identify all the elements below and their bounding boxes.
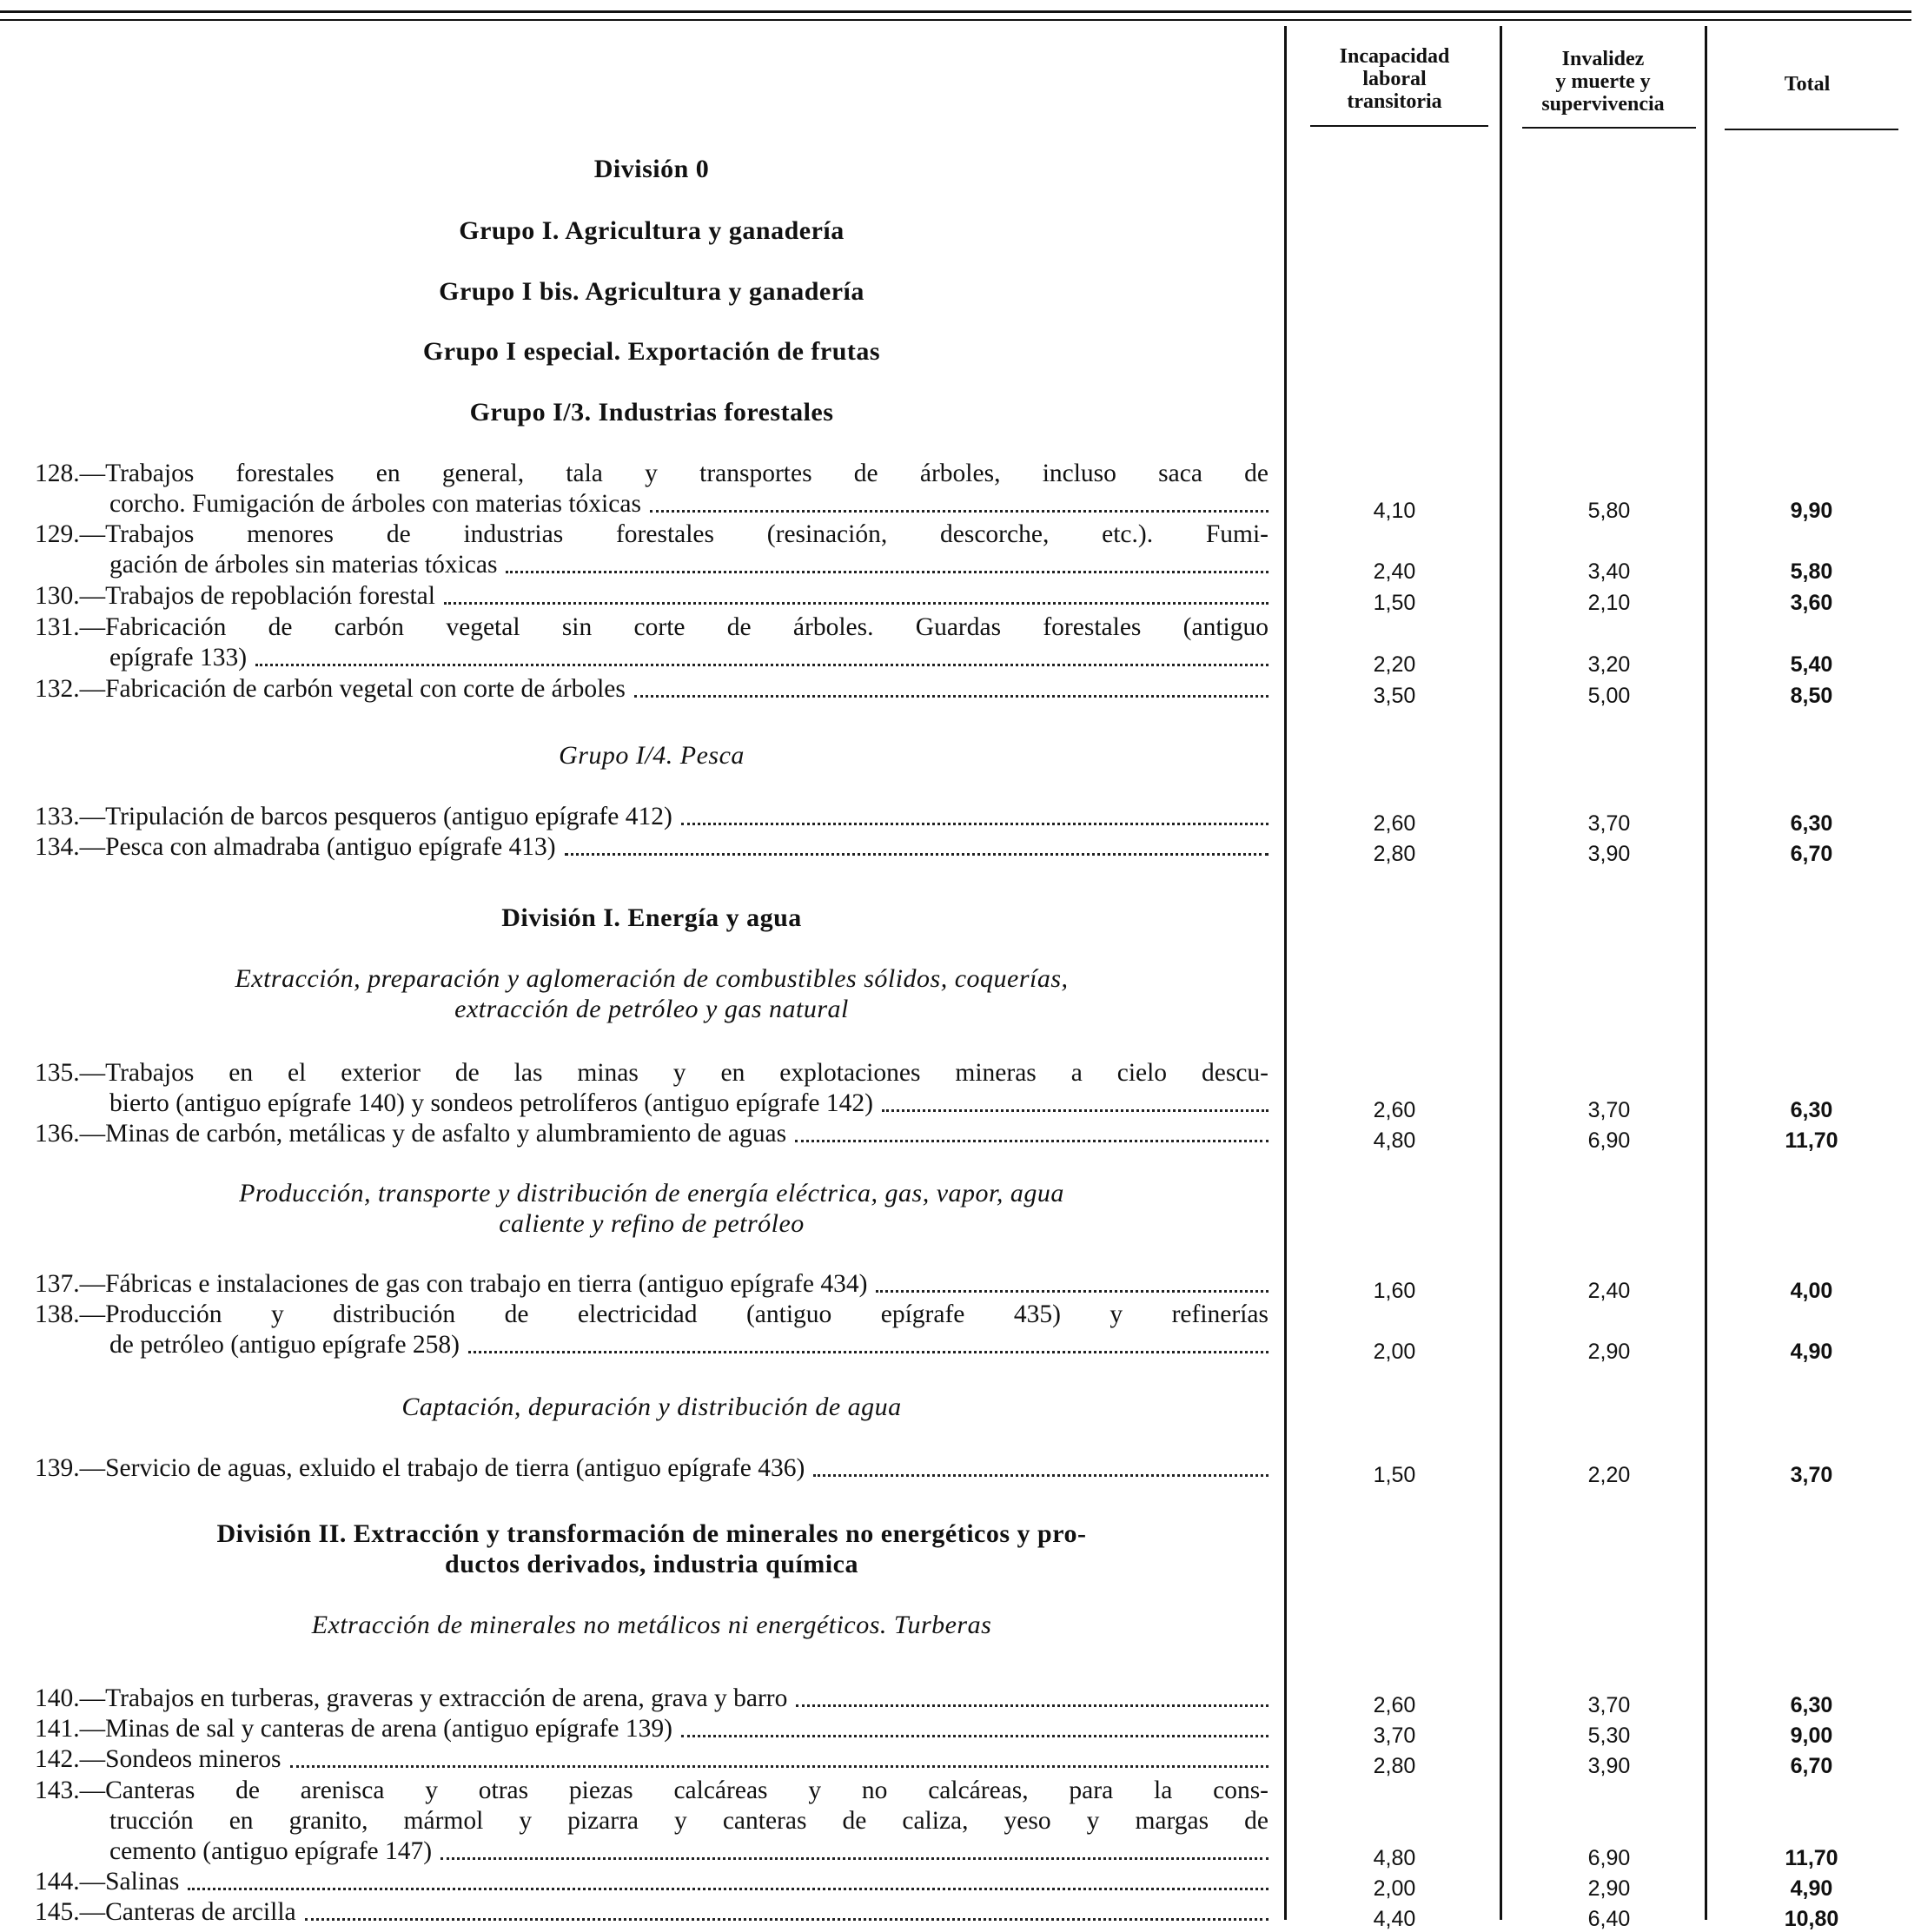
entry-text: —Sondeos mineros <box>79 1745 282 1773</box>
table-row <box>35 612 1269 673</box>
value-incapacidad: 2,00 <box>1373 1876 1416 1901</box>
entry-text: —Minas de carbón, metálicas y de asfalto y alumbramiento de aguas <box>79 1120 787 1148</box>
entry-line <box>35 459 1269 489</box>
table-row <box>35 1867 1269 1897</box>
value-invalidez: 6,90 <box>1587 1846 1631 1870</box>
entry-line <box>35 1836 1269 1867</box>
table-row <box>35 674 1269 705</box>
header-line: laboral <box>1362 68 1427 90</box>
column-header-invalidez <box>1512 48 1694 116</box>
entry-text: de petróleo (antiguo epígrafe 258) <box>109 1331 460 1359</box>
dot-leader <box>882 1109 1269 1112</box>
entry-text: —Fábricas e instalaciones de gas con trabajo en tierra (antiguo epígrafe 434) <box>79 1270 868 1298</box>
value-incapacidad: 3,50 <box>1373 684 1416 708</box>
column-divider <box>1705 26 1707 1920</box>
entry-text: —Minas de sal y canteras de arena (antiguo epígrafe 139) <box>79 1715 672 1743</box>
dot-leader <box>468 1351 1269 1353</box>
value-total: 6,70 <box>1790 1754 1833 1778</box>
entry-text: —Producción y distribución de electricidad (antiguo epígrafe 435) y refinerías <box>79 1300 1269 1328</box>
entry-number: 134. <box>35 833 80 861</box>
dot-leader <box>795 1140 1269 1142</box>
value-total: 4,00 <box>1790 1279 1833 1303</box>
entry-text: —Trabajos de repoblación forestal <box>79 582 435 610</box>
value-total: 3,60 <box>1790 591 1833 615</box>
entry-line <box>35 550 1269 580</box>
column-divider <box>1284 26 1287 973</box>
entry-number: 144. <box>35 1868 80 1896</box>
value-invalidez: 2,40 <box>1587 1279 1631 1303</box>
value-total: 3,70 <box>1790 1463 1833 1487</box>
entry-line <box>35 674 1269 705</box>
section-heading: División II. Extracción y transformación de minerales no energéticos y pro- <box>216 1519 1087 1548</box>
entry-number: 137. <box>35 1270 80 1298</box>
entry-line <box>35 1806 1269 1836</box>
dot-leader <box>681 1735 1269 1737</box>
entry-number: 139. <box>35 1454 80 1482</box>
value-total: 5,40 <box>1790 652 1833 677</box>
section-heading: División 0 <box>593 155 710 183</box>
header-line: Incapacidad <box>1339 45 1450 68</box>
entry-number: 135. <box>35 1059 80 1087</box>
value-incapacidad: 2,40 <box>1373 559 1416 584</box>
top-rule-secondary <box>0 19 1911 21</box>
header-underline <box>1522 127 1696 129</box>
entry-line <box>35 1897 1269 1928</box>
table-row <box>35 1897 1269 1928</box>
value-invalidez: 6,40 <box>1587 1907 1631 1931</box>
entry-line <box>35 1453 1269 1484</box>
entry-number: 133. <box>35 803 80 830</box>
value-invalidez: 2,10 <box>1587 591 1631 615</box>
section-heading: Producción, transporte y distribución de energía eléctrica, gas, vapor, agua <box>239 1179 1064 1208</box>
value-total: 6,30 <box>1790 1693 1833 1717</box>
value-invalidez: 3,90 <box>1587 1754 1631 1778</box>
value-invalidez: 5,30 <box>1587 1724 1631 1748</box>
value-invalidez: 2,90 <box>1587 1340 1631 1364</box>
value-total: 11,70 <box>1785 1128 1838 1153</box>
entry-number: 129. <box>35 520 80 548</box>
section-heading: Extracción de minerales no metálicos ni energéticos. Turberas <box>311 1611 992 1639</box>
entry-line <box>35 1330 1269 1360</box>
dot-leader <box>650 510 1269 513</box>
value-incapacidad: 1,60 <box>1373 1279 1416 1303</box>
value-incapacidad: 1,50 <box>1373 591 1416 615</box>
entry-text: corcho. Fumigación de árboles con materias tóxicas <box>109 490 641 518</box>
section-heading: Captación, depuración y distribución de agua <box>401 1393 902 1421</box>
value-incapacidad: 2,60 <box>1373 1098 1416 1122</box>
table-row <box>35 1684 1269 1714</box>
value-invalidez: 3,70 <box>1587 811 1631 836</box>
value-incapacidad: 3,70 <box>1373 1724 1416 1748</box>
value-invalidez: 6,90 <box>1587 1128 1631 1153</box>
section-heading: Extracción, preparación y aglomeración de combustibles sólidos, coquerías, <box>235 964 1069 993</box>
dot-leader <box>290 1765 1269 1768</box>
dot-leader <box>255 664 1269 666</box>
section-heading: Grupo I/3. Industrias forestales <box>469 398 834 427</box>
value-invalidez: 3,70 <box>1587 1098 1631 1122</box>
table-row <box>35 802 1269 832</box>
value-incapacidad: 2,80 <box>1373 1754 1416 1778</box>
table-row <box>35 1453 1269 1484</box>
entry-text: —Servicio de aguas, exluido el trabajo de tierra (antiguo epígrafe 436) <box>79 1454 805 1482</box>
value-incapacidad: 4,10 <box>1373 499 1416 523</box>
value-total: 11,70 <box>1785 1846 1838 1870</box>
section-heading: Grupo I especial. Exportación de frutas <box>422 337 881 366</box>
entry-text: —Fabricación de carbón vegetal con corte de árboles <box>79 675 626 703</box>
section-heading: División I. Energía y agua <box>501 903 802 932</box>
entry-text: —Canteras de arcilla <box>79 1898 296 1926</box>
header-line: transitoria <box>1347 90 1442 113</box>
value-invalidez: 2,90 <box>1587 1876 1631 1901</box>
dot-leader <box>565 853 1269 856</box>
entry-line <box>35 1776 1269 1806</box>
table-row <box>35 519 1269 580</box>
entry-line <box>35 1269 1269 1300</box>
entry-line <box>35 643 1269 673</box>
entry-line <box>35 802 1269 832</box>
entry-line <box>35 1684 1269 1714</box>
value-incapacidad: 2,80 <box>1373 842 1416 866</box>
header-underline <box>1725 129 1898 130</box>
column-divider <box>1500 26 1502 1920</box>
table-row <box>35 1300 1269 1360</box>
value-incapacidad: 4,80 <box>1373 1128 1416 1153</box>
entry-text: —Canteras de arenisca y otras piezas calcáreas y no calcáreas, para la cons- <box>79 1777 1269 1804</box>
table-row <box>35 832 1269 863</box>
value-incapacidad: 2,60 <box>1373 1693 1416 1717</box>
entry-number: 145. <box>35 1898 80 1926</box>
entry-line <box>35 1119 1269 1149</box>
dot-leader <box>796 1704 1269 1707</box>
table-row <box>35 1776 1269 1867</box>
column-header-incapacidad <box>1303 45 1486 113</box>
header-line: y muerte y <box>1555 70 1651 93</box>
entry-text: —Trabajos en el exterior de las minas y en explotaciones mineras a cielo descu- <box>79 1059 1269 1087</box>
entry-line <box>35 1714 1269 1744</box>
value-total: 9,00 <box>1790 1724 1833 1748</box>
value-total: 4,90 <box>1790 1340 1833 1364</box>
entry-line <box>35 581 1269 612</box>
top-rule <box>0 10 1911 13</box>
entry-number: 130. <box>35 582 80 610</box>
entry-text: trucción en granito, mármol y pizarra y canteras de caliza, yeso y margas de <box>109 1807 1269 1835</box>
dot-leader <box>444 602 1269 605</box>
entry-line <box>35 832 1269 863</box>
value-invalidez: 3,90 <box>1587 842 1631 866</box>
table-row <box>35 1269 1269 1300</box>
dot-leader <box>634 695 1269 698</box>
value-invalidez: 5,80 <box>1587 499 1631 523</box>
entry-number: 136. <box>35 1120 80 1148</box>
entry-number: 128. <box>35 460 80 487</box>
column-header-total <box>1716 73 1898 96</box>
value-total: 4,90 <box>1790 1876 1833 1901</box>
dot-leader <box>681 823 1269 825</box>
value-total: 5,80 <box>1790 559 1833 584</box>
dot-leader <box>506 571 1269 573</box>
entry-text: cemento (antiguo epígrafe 147) <box>109 1837 433 1865</box>
entry-line <box>35 1867 1269 1897</box>
section-heading: extracción de petróleo y gas natural <box>454 995 849 1023</box>
value-total: 6,30 <box>1790 1098 1833 1122</box>
entry-text: epígrafe 133) <box>109 644 248 672</box>
entry-number: 132. <box>35 675 80 703</box>
entry-line <box>35 489 1269 519</box>
dot-leader <box>876 1290 1269 1293</box>
header-line: Invalidez <box>1561 48 1645 70</box>
entry-number: 140. <box>35 1684 80 1712</box>
dot-leader <box>188 1888 1269 1890</box>
value-incapacidad: 1,50 <box>1373 1463 1416 1487</box>
table-row <box>35 1714 1269 1744</box>
value-total: 6,30 <box>1790 811 1833 836</box>
entry-text: —Tripulación de barcos pesqueros (antiguo epígrafe 412) <box>79 803 672 830</box>
entry-line <box>35 612 1269 643</box>
entry-number: 142. <box>35 1745 80 1773</box>
entry-number: 131. <box>35 613 80 641</box>
section-heading: Grupo I. Agricultura y ganadería <box>459 216 845 245</box>
entry-line <box>35 1088 1269 1119</box>
entry-text: —Trabajos menores de industrias forestales (resinación, descorche, etc.). Fumi- <box>79 520 1269 548</box>
value-invalidez: 3,20 <box>1587 652 1631 677</box>
entry-text: —Salinas <box>79 1868 180 1896</box>
entry-text: —Trabajos en turberas, graveras y extracción de arena, grava y barro <box>79 1684 788 1712</box>
value-total: 10,80 <box>1784 1907 1839 1931</box>
section-heading: ductos derivados, industria química <box>445 1550 858 1578</box>
section-heading: Grupo I/4. Pesca <box>559 741 745 770</box>
section-heading: caliente y refino de petróleo <box>499 1209 805 1238</box>
table-row <box>35 1058 1269 1119</box>
value-invalidez: 2,20 <box>1587 1463 1631 1487</box>
entry-text: bierto (antiguo epígrafe 140) y sondeos petrolíferos (antiguo epígrafe 142) <box>109 1089 873 1117</box>
entry-text: gación de árboles sin materias tóxicas <box>109 551 498 579</box>
entry-text: —Trabajos forestales en general, tala y transportes de árboles, incluso saca de <box>79 460 1269 487</box>
value-incapacidad: 2,20 <box>1373 652 1416 677</box>
value-incapacidad: 4,80 <box>1373 1846 1416 1870</box>
value-total: 9,90 <box>1790 499 1833 523</box>
section-heading: Grupo I bis. Agricultura y ganadería <box>439 277 864 306</box>
entry-line <box>35 1058 1269 1088</box>
value-invalidez: 3,40 <box>1587 559 1631 584</box>
value-total: 6,70 <box>1790 842 1833 866</box>
entry-number: 141. <box>35 1715 80 1743</box>
header-underline <box>1310 125 1488 127</box>
dot-leader <box>813 1474 1269 1477</box>
dot-leader <box>441 1857 1269 1860</box>
entry-line <box>35 519 1269 550</box>
value-incapacidad: 2,00 <box>1373 1340 1416 1364</box>
table-row <box>35 1119 1269 1149</box>
value-incapacidad: 4,40 <box>1373 1907 1416 1931</box>
entry-number: 143. <box>35 1777 80 1804</box>
entry-number: 138. <box>35 1300 80 1328</box>
entry-line <box>35 1744 1269 1775</box>
value-invalidez: 5,00 <box>1587 684 1631 708</box>
value-invalidez: 3,70 <box>1587 1693 1631 1717</box>
header-line: supervivencia <box>1541 93 1665 116</box>
dot-leader <box>305 1918 1269 1921</box>
column-divider <box>1284 973 1287 1920</box>
table-row <box>35 1744 1269 1775</box>
header-line: Total <box>1784 73 1831 96</box>
entry-text: —Fabricación de carbón vegetal sin corte de árboles. Guardas forestales (antiguo <box>79 613 1269 641</box>
value-incapacidad: 2,60 <box>1373 811 1416 836</box>
table-row <box>35 581 1269 612</box>
value-total: 8,50 <box>1790 684 1833 708</box>
entry-text: —Pesca con almadraba (antiguo epígrafe 413) <box>79 833 556 861</box>
table-row <box>35 459 1269 519</box>
entry-line <box>35 1300 1269 1330</box>
